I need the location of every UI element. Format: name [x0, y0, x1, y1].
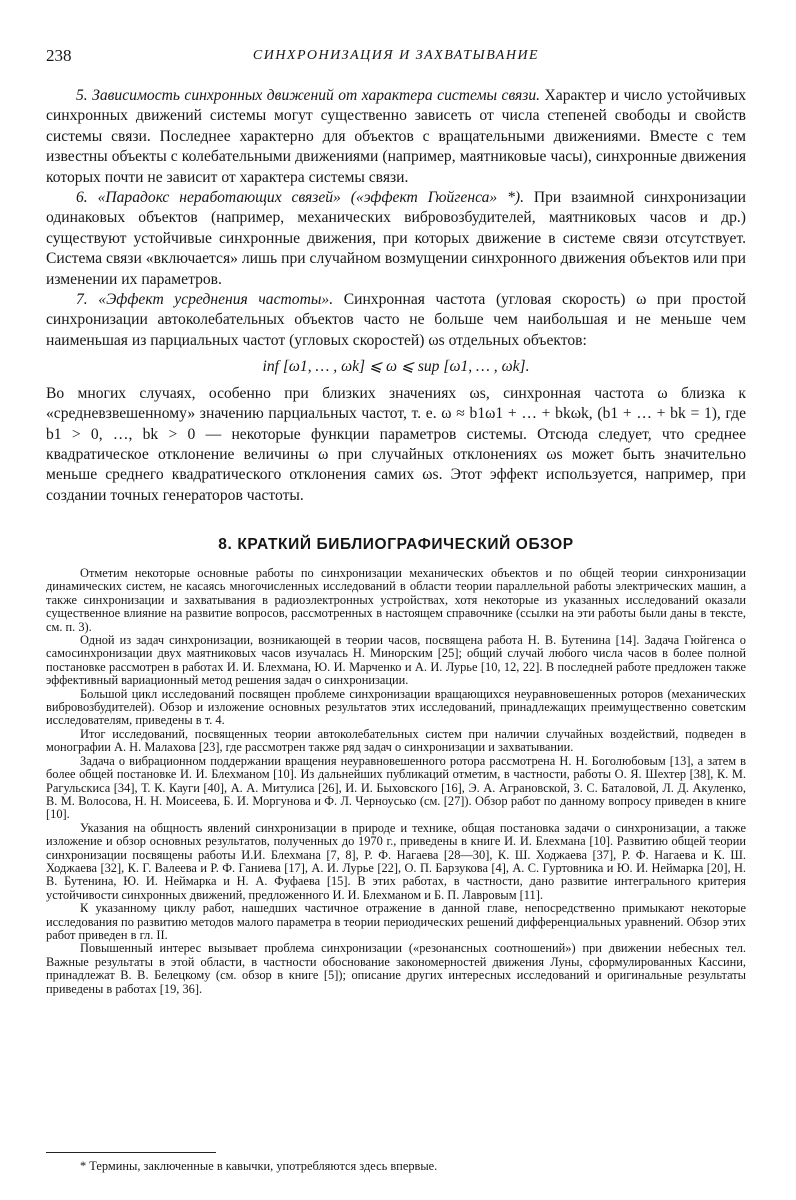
bibliography-review [46, 567, 746, 996]
item-7-text: Синхронная частота (угловая скорость) ω при простой синхронизации автоколебательных объектов часто не больше чем наибольшая и не меньше чем наименьшая из парциальных частот (угловых скоростей) ωs отдельных объектов: [46, 291, 746, 349]
paragraph-item-6 [46, 188, 746, 290]
bib-paragraph: К указанному циклу работ, нашедших частичное отражение в данной главе, непосредственно примыкают некоторые исследования по развитию методов малого параметра в теории периодических решений дифференциальных уравнений. Обзор этих работ приведен в гл. II. [46, 901, 746, 942]
footnote-divider [46, 1152, 216, 1153]
formula-inf-sup: inf [ω1, … , ωk] ⩽ ω ⩽ sup [ω1, … , ωk]. [262, 358, 530, 376]
footnote: * Термины, заключенные в кавычки, употребляются здесь впервые. [80, 1159, 438, 1173]
bib-paragraph: Указания на общность явлений синхронизации в природе и технике, общая постановка задачи о синхронизации, а также изложение и обзор основных результатов, полученных до 1970 г., приведены в книге И. И. Блехмана [10]. Развитию общей теории синхронизации посвящены работы И.И. Блехмана [7, 8], Р. Ф. Нагаева [28—30], К. Ш. Ходжаева [37], Р. Ф. Нагаева и К. Ш. Ходжаева [32], К. Г. Валеева и Р. Ф. Ганиева [17], А. И. Лурье [22], О. П. Барзукова [4], А. С. Гуртовника и Ю. И. Неймарка [20], Н. В. Бутенина, Ю. И. Неймарка и Н. А. Фуфаева [15]. В этих работах, в частности, дано развитие интегрального критерия устойчивости синхронных движений, предложенного И. И. Блехманом и Б. П. Лавровым [11]. [46, 820, 746, 902]
main-text [46, 86, 746, 506]
paragraph-item-5 [46, 86, 746, 188]
paragraph-averaging: Во многих случаях, особенно при близких значениях ωs, синхронная частота ω близка к «средневзвешенному» значению парциальных частот, т. е. ω ≈ b1ω1 + … + bkωk, (b1 + … + bk = 1), где b1 > 0, …, bk > 0 — некоторые функции параметров системы. Отсюда следует, что среднее квадратическое отклонение величины ω при случайных отклонениях ωs может быть значительно меньше среднего квадратического отклонения самих ωs. Этот эффект используется, например, при создании точных генераторов частоты. [46, 384, 746, 504]
item-6-text: При взаимной синхронизации одинаковых объектов (например, механических вибровозбудителей, маятниковых часов и др.) существуют устойчивые синхронные движения, при которых движение в системе связи отсутствует. Система связи «включается» лишь при случайном возмущении синхронного движения объектов или при изменении их параметров. [46, 189, 746, 288]
running-title: СИНХРОНИЗАЦИЯ И ЗАХВАТЫВАНИЕ [252, 48, 540, 63]
item-5-label: 5. Зависимость синхронных движений от характера системы связи. [76, 87, 541, 104]
bib-paragraph: Итог исследований, посвященных теории автоколебательных систем при наличии случайных воздействий, подведен в монографии А. Н. Малахова [23], где рассмотрен также ряд задач о синхронизации и захватывании. [46, 726, 746, 755]
page-number: 238 [46, 46, 72, 65]
bib-paragraph: Большой цикл исследований посвящен проблеме синхронизации вращающихся неуравновешенных роторов (механических вибровозбудителей). Обзор и изложение основных результатов этих исследований, принадлежащих преимущественно советским исследователям, приведены в т. 4. [46, 686, 746, 728]
bib-paragraph: Задача о вибрационном поддержании вращения неуравновешенного ротора рассмотрена Н. Н. Боголюбовым [13], а затем в более общей постановке И. И. Блехманом [10]. Из дальнейших публикаций отметим, в частности, работы О. Я. Шехтер [38], К. М. Рагульскиса [34], Т. К. Кауги [40], А. А. Митулиса [26], И. И. Быховского [16], Э. А. Аграновской, З. С. Баталовой, Л. Д. Акуленко, В. М. Волосова, Н. Н. Моисеева, Б. И. Моргунова и Ф. Л. Черноусько (см. [27]). Обзор работ по данному вопросу приведен в книге [10]. [46, 753, 746, 822]
page-header [46, 46, 746, 70]
bib-paragraph: Отметим некоторые основные работы по синхронизации механических объектов и по общей теории синхронизации динамических систем, не касаясь многочисленных исследований в области теории параллельной работы электрических машин, а также синхронизации и захватывания в радиоэлектронных устройствах, хотя некоторые из указанных исследований оказали существенное влияние на развитие вопросов, рассмотренных в настоящем справочнике (ссылки на эти работы были даны в тексте, см. п. 3). [46, 566, 746, 634]
section-heading: 8. КРАТКИЙ БИБЛИОГРАФИЧЕСКИЙ ОБЗОР [218, 536, 574, 553]
paragraph-item-7 [46, 290, 746, 351]
item-5-text: Характер и число устойчивых синхронных движений системы могут существенно зависеть от числа степеней свободы и свойств системы связи. Последнее характерно для объектов с вращательными движениями. Вместе с тем известны объекты с колебательными движениями (например, маятниковые часы), синхронные движения которых почти не зависит от характера системы связи. [46, 87, 746, 186]
item-6-label: 6. «Парадокс неработающих связей» («эффект Гюйгенса» *). [76, 189, 524, 207]
item-7-label: 7. «Эффект усреднения частоты». [76, 291, 334, 309]
bib-paragraph: Одной из задач синхронизации, возникающей в теории часов, посвящена работа Н. В. Бутенина [14]. Задача Гюйгенса о самосинхронизации двух маятниковых часов изучалась Н. Минорским [25]; общий случай любого числа часов в более полной постановке рассмотрен в работах И. И. Блехмана, Ю. И. Марченко и А. И. Лурье [10, 12, 22]. В последней работе предложен также эффективный вариационный метод решения задач о синхронизации. [46, 633, 746, 688]
bib-paragraph: Повышенный интерес вызывает проблема синхронизации («резонансных соотношений») при движении небесных тел. Важные результаты в этой области, в частности обоснование закономерностей движения Луны, сформулированных Кассини, принадлежат В. В. Белецкому (см. обзор в книге [5]); описание других интересных исследований и оригинальные результаты приведены в работах [19, 36]. [46, 941, 746, 996]
